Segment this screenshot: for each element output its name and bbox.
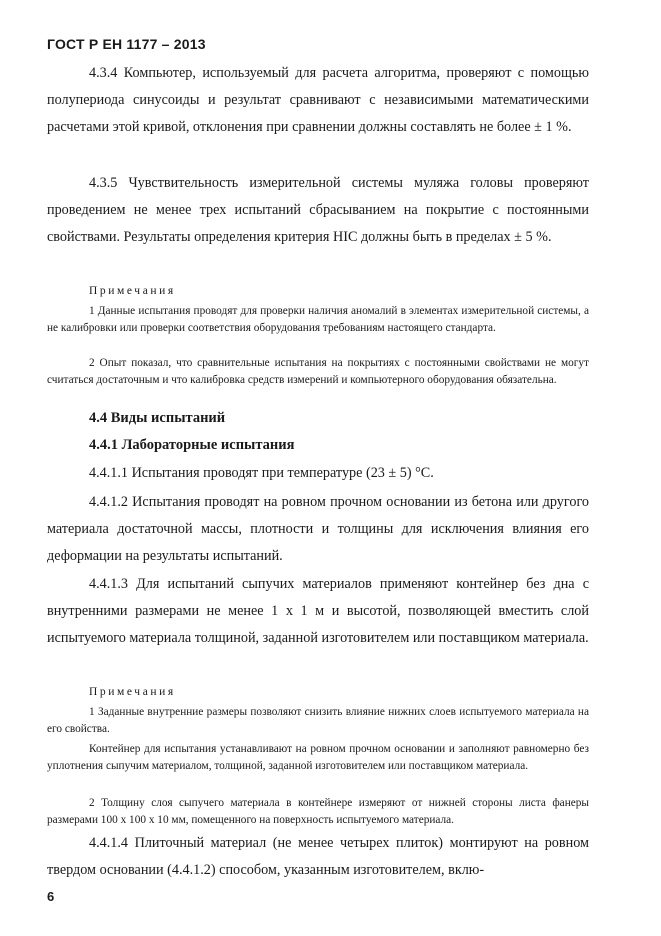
section-heading: 4.4 Виды испытаний (89, 410, 226, 426)
paragraph-4-3-5: 4.3.5 Чувствительность измерительной системы муляжа головы проверяют проведением не менее трех испытаний сбрасыванием на покрытие с постоянными свойствами. Результаты определения критерия HIC должны быть в пределах ± 5 %. (47, 175, 589, 246)
note-item: 2 Толщину слоя сыпучего материала в контейнере измеряют от нижней стороны листа фанеры размерами 100 х 100 х 10 мм, помещенного на поверхность испытуемого материала. (47, 797, 589, 827)
notes-title: Примечания (89, 686, 176, 698)
note-item: 1 Заданные внутренние размеры позволяют снизить влияние нижних слоев испытуемого материала на его свойства. (47, 706, 589, 736)
paragraph-4-4-1-1: 4.4.1.1 Испытания проводят при температуре (23 ± 5) °С. (89, 465, 434, 481)
note-item: 1 Данные испытания проводят для проверки наличия аномалий в элементах измерительной системы, а не калибровки или проверки соответствия оборудования требованиям настоящего стандарта. (47, 305, 589, 335)
note-item: Контейнер для испытания устанавливают на ровном прочном основании и заполняют равномерно без уплотнения сыпучим материалом, толщиной, заданной изготовителем или поставщиком материала. (47, 743, 589, 773)
paragraph-4-3-4: 4.3.4 Компьютер, используемый для расчета алгоритма, проверяют с помощью полупериода синусоиды и результат сравнивают с независимыми математическими расчетами этой кривой, отклонения при сравнении должны составлять не более ± 1 %. (47, 65, 589, 136)
page-number: 6 (47, 889, 55, 904)
paragraph-4-4-1-4: 4.4.1.4 Плиточный материал (не менее четырех плиток) монтируют на ровном твердом основании (4.4.1.2) способом, указанным изготовителем, вклю- (47, 835, 589, 879)
paragraph-4-4-1-3: 4.4.1.3 Для испытаний сыпучих материалов применяют контейнер без дна с внутренними размерами не менее 1 х 1 м и высотой, позволяющей вместить слой испытуемого материала толщиной, заданной изготовителем или поставщиком материала. (47, 576, 589, 647)
paragraph-4-4-1-2: 4.4.1.2 Испытания проводят на ровном прочном основании из бетона или другого материала достаточной массы, плотности и толщины для исключения влияния его деформации на результаты испытаний. (47, 494, 589, 565)
subsection-heading: 4.4.1 Лабораторные испытания (89, 437, 295, 453)
notes-title: Примечания (89, 285, 176, 297)
document-header: ГОСТ Р ЕН 1177 – 2013 (47, 36, 206, 52)
note-item: 2 Опыт показал, что сравнительные испытания на покрытиях с постоянными свойствами не могут считаться достаточным и что калибровка средств измерений и компьютерного оборудования обязательна. (47, 357, 589, 387)
